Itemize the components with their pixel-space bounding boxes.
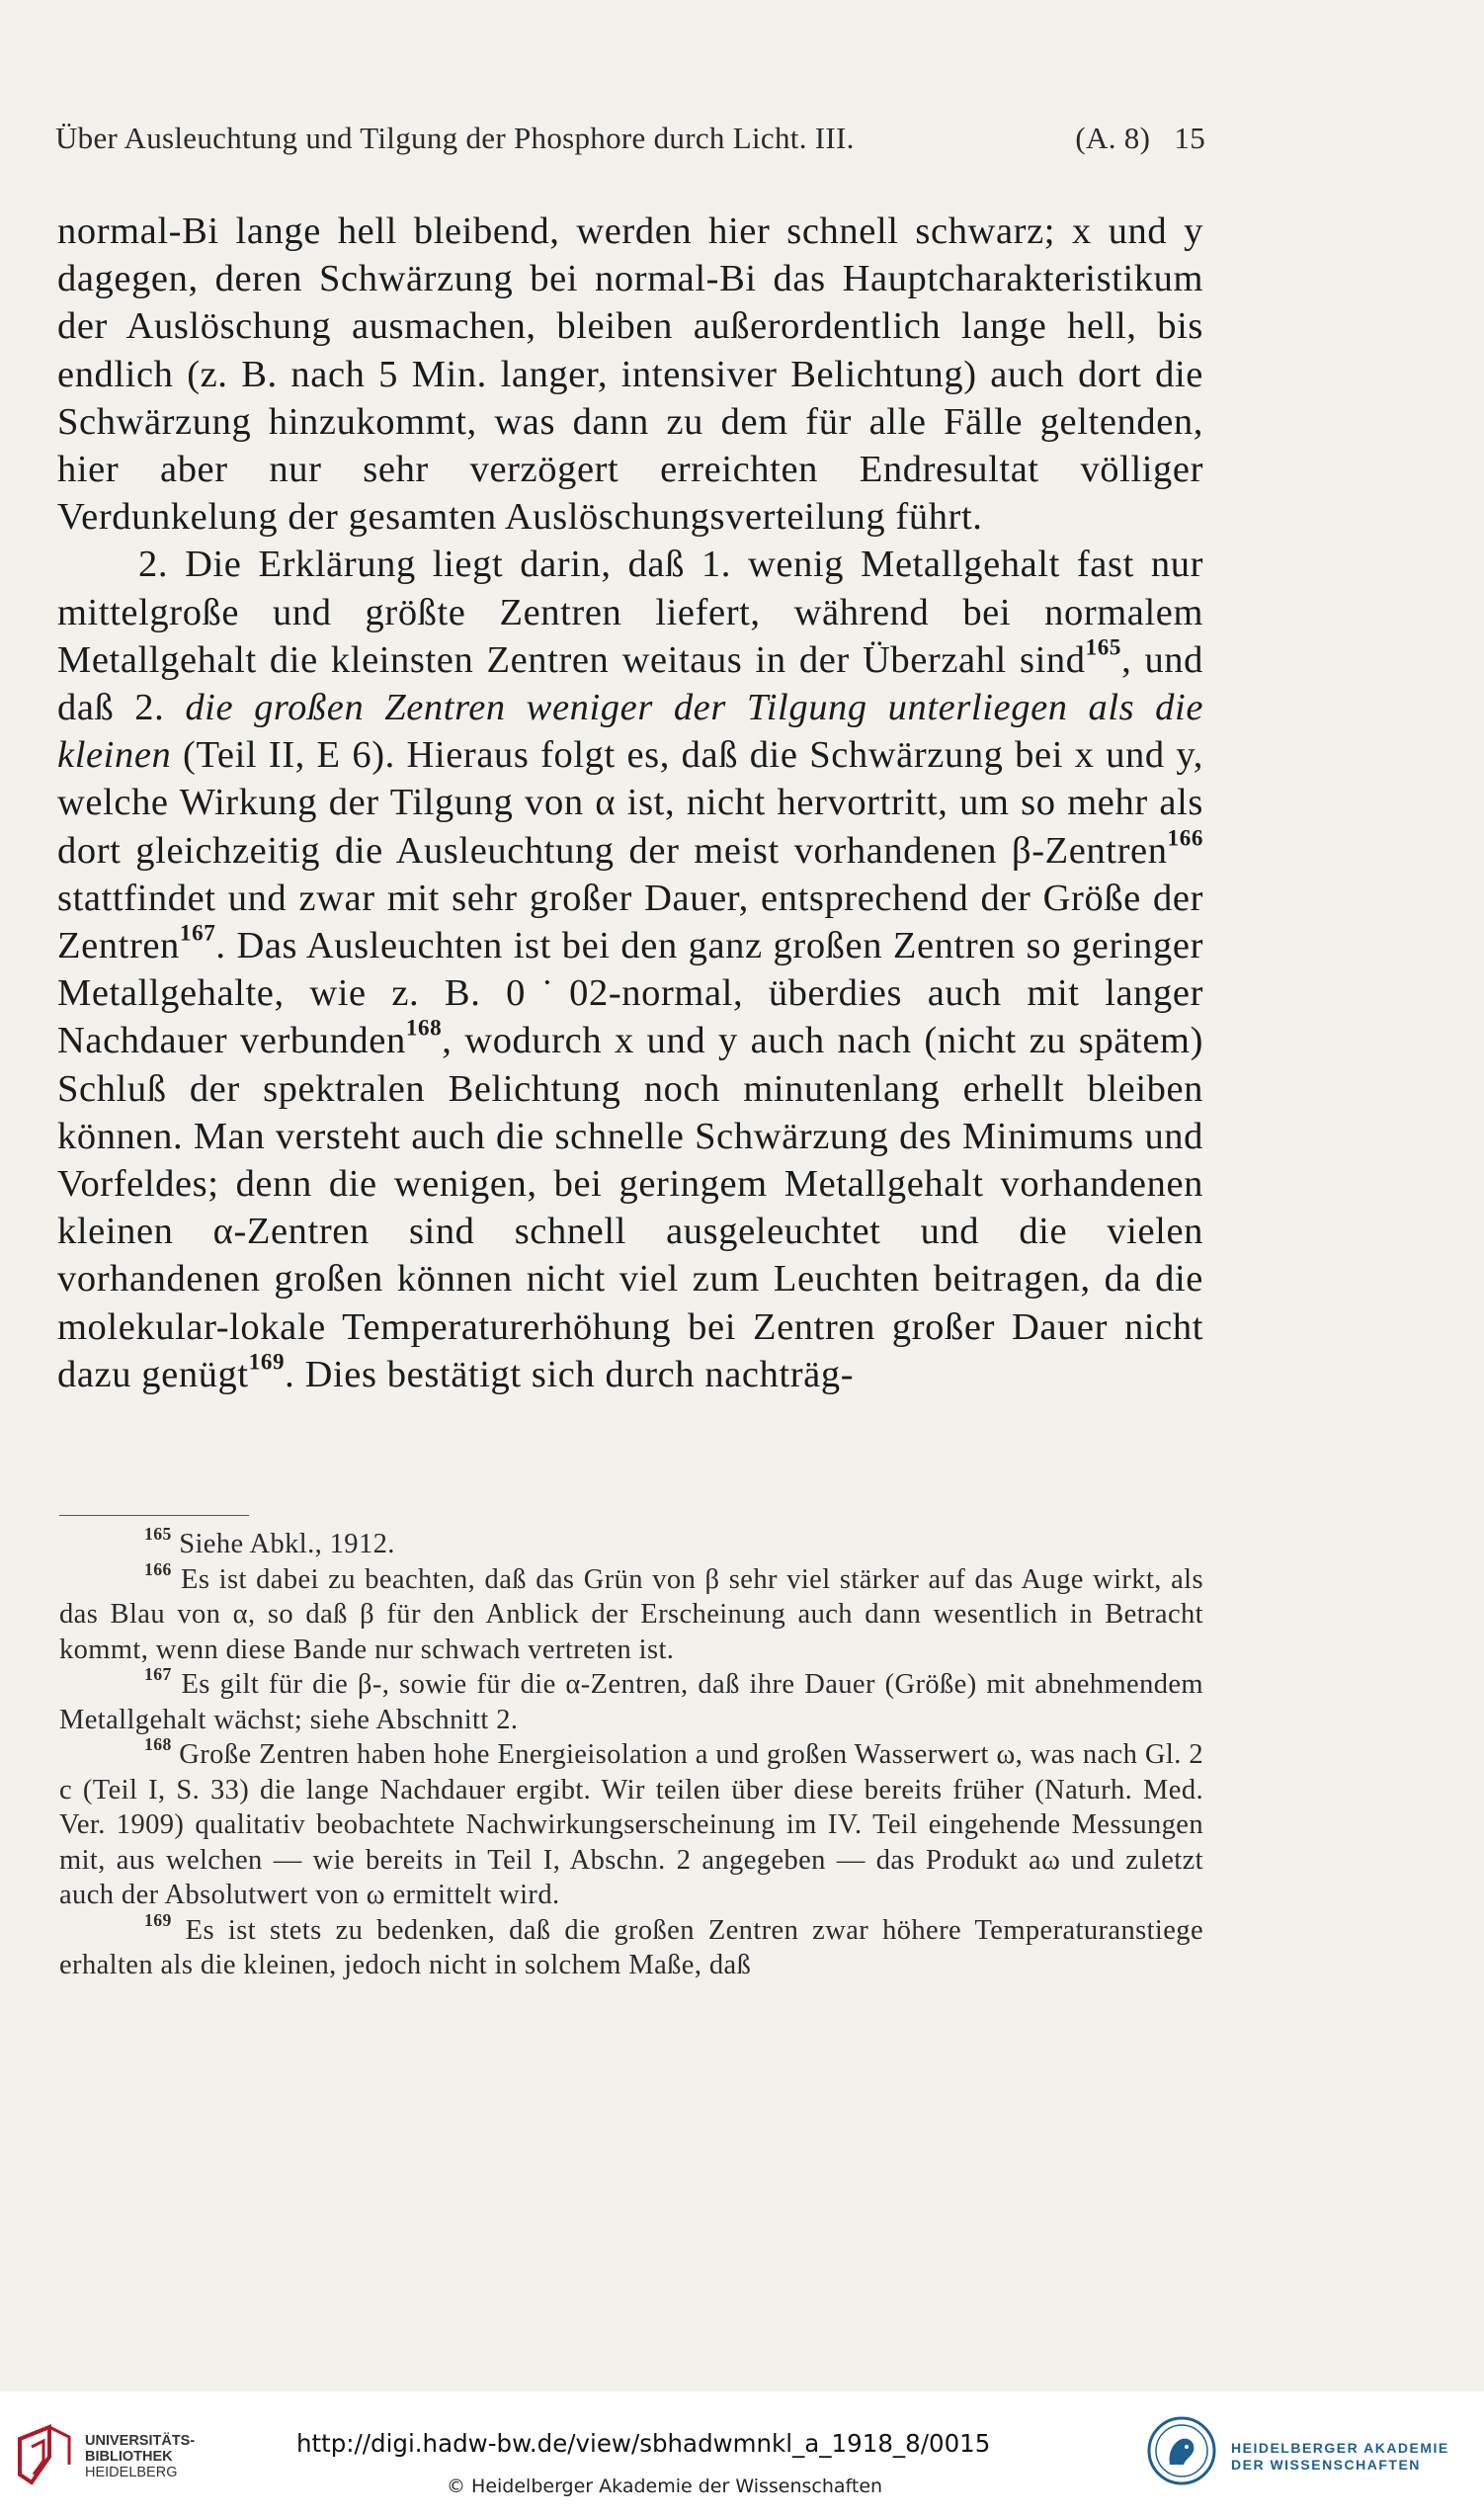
- footnote-number: 168: [144, 1733, 172, 1754]
- paragraph-2-text: , wodurch x und y auch nach (nicht zu spätem) Schluß der spektralen Belichtung noch minutenlang erhellt bleiben können. Man versteht auch die schnelle Schwärzung des Minimums und Vorfeldes; denn die wenigen, bei geringem Metallgehalt vorhandenen kleinen α-Zentren sind schnell ausgeleuchtet und die vielen vorhandenen großen können nicht viel zum Leuchten beitragen, da die molekular-lokale Temperaturerhöhung bei Zentren großer Dauer nicht dazu genügt: [57, 1020, 1204, 1395]
- paragraph-2-text: 2. Die Erklärung liegt darin, daß 1. wenig Metallgehalt fast nur mittelgroße und größte Zentren liefert, während bei normalem Metallgehalt die kleinsten Zentren weitaus in der Überzahl sind: [57, 544, 1203, 681]
- paragraph-2-text: stattfindet und zwar mit sehr großer Dauer, entsprechend der Größe der Zentren: [57, 877, 1203, 967]
- running-head-title: Über Ausleuchtung und Tilgung der Phosphore durch Licht. III.: [55, 121, 855, 155]
- footnote-text: Es gilt für die β-, sowie für die α-Zentren, daß ihre Dauer (Größe) mit abnehmendem Metallgehalt wächst; siehe Abschnitt 2.: [59, 1669, 1203, 1735]
- footnotes: [59, 1523, 1203, 1983]
- library-name-line-1: UNIVERSITÄTS-: [85, 2433, 196, 2449]
- footnote-number: 166: [144, 1558, 172, 1579]
- footnote-ref-165[interactable]: 165: [1085, 633, 1122, 660]
- paragraph-2-text: (Teil II, E 6). Hieraus folgt es, daß die Schwärzung bei x und y, welche Wirkung der Tilgung von α ist, nicht hervortritt, um so mehr als dort gleichzeitig die Ausleuchtung der meist vorhandenen β-Zentren: [57, 734, 1203, 872]
- footnote-divider: [59, 1515, 249, 1516]
- footnote-168: [59, 1733, 1203, 1913]
- footnote-166: [59, 1558, 1203, 1668]
- library-name-line-3: HEIDELBERG: [85, 2465, 178, 2480]
- paragraph-2-text: . Dies bestätigt sich durch nachträg-: [285, 1353, 855, 1395]
- footnote-number: 165: [144, 1523, 172, 1544]
- paragraph-2-text: . Das Ausleuchten ist bei den ganz großen Zentren so geringer Metallgehalte, wie z. B. 0˙02-normal, überdies auch mit langer Nachdauer verbunden: [57, 925, 1203, 1062]
- running-head: [55, 121, 1205, 156]
- footnote-ref-167[interactable]: 167: [179, 919, 216, 946]
- footnote-ref-166[interactable]: 166: [1167, 824, 1203, 851]
- academy-seal-icon[interactable]: [1146, 2415, 1217, 2486]
- footnote-number: 167: [144, 1663, 172, 1684]
- running-head-right: [1075, 121, 1205, 156]
- emphasized-text: die großen Zentren weniger der Tilgung unterliegen als die kleinen: [57, 687, 1204, 777]
- academy-name-line-2: DER WISSENSCHAFTEN: [1231, 2457, 1421, 2473]
- footnote-165: [59, 1523, 1203, 1562]
- footnote-169: [59, 1909, 1203, 1983]
- footnote-167: [59, 1663, 1203, 1737]
- permalink-url[interactable]: http://digi.hadw-bw.de/view/sbhadwmnkl_a_1918_8/0015: [296, 2429, 991, 2458]
- page-number: 15: [1174, 121, 1205, 155]
- body-text: [57, 208, 1203, 1398]
- paragraph-2: [57, 541, 1203, 1398]
- footnote-ref-169[interactable]: 169: [248, 1348, 286, 1375]
- footnote-number: 169: [144, 1909, 172, 1930]
- footnote-ref-168[interactable]: 168: [405, 1015, 443, 1042]
- footnote-text: Es ist stets zu bedenken, daß die großen Zentren zwar höhere Temperaturanstiege erhalten als die kleinen, jedoch nicht in solchem Maße, daß: [59, 1914, 1203, 1980]
- academy-name: [1231, 2440, 1449, 2474]
- section-reference: (A. 8): [1075, 121, 1151, 155]
- university-library-name: [85, 2433, 195, 2480]
- footnote-text: Es ist dabei zu beachten, daß das Grün von β sehr viel stärker auf das Auge wirkt, als das Blau von α, so daß β für den Anblick der Erscheinung auch dann wesentlich in Betracht kommt, wenn diese Bande nur schwach vertreten ist.: [59, 1563, 1203, 1665]
- footnote-text: Große Zentren haben hohe Energieisolation a und großen Wasserwert ω, was nach Gl. 2 c (Teil I, S. 33) die lange Nachdauer ergibt. Wir teilen über diese bereits früher (Naturh. Med. Ver. 1909) qualitativ beobachtete Nachwirkungserscheinung im IV. Teil eingehende Messungen mit, aus welchen — wie bereits in Teil I, Abschn. 2 angegeben — das Produkt aω und zuletzt auch der Absolutwert von ω ermittelt wird.: [59, 1739, 1203, 1910]
- paragraph-1: normal-Bi lange hell bleibend, werden hier schnell schwarz; x und y dagegen, deren Schwärzung bei normal-Bi das Hauptcharakteristikum der Auslöschung ausmachen, bleiben außerordentlich lange hell, bis endlich (z. B. nach 5 Min. langer, intensiver Belichtung) auch dort die Schwärzung hinzukommt, was dann zu dem für alle Fälle geltenden, hier aber nur sehr verzögert erreichten Endresultat völliger Verdunkelung der gesamten Auslöschungsverteilung führt.: [57, 210, 1203, 539]
- academy-name-line-1: HEIDELBERGER AKADEMIE: [1231, 2440, 1449, 2456]
- library-name-line-2: BIBLIOTHEK: [85, 2449, 173, 2465]
- paragraph-2-text: , und daß 2.: [57, 638, 1204, 729]
- footnote-text: Siehe Abkl., 1912.: [171, 1529, 395, 1559]
- copyright-notice: © Heidelberger Akademie der Wissenschaften: [447, 2475, 883, 2497]
